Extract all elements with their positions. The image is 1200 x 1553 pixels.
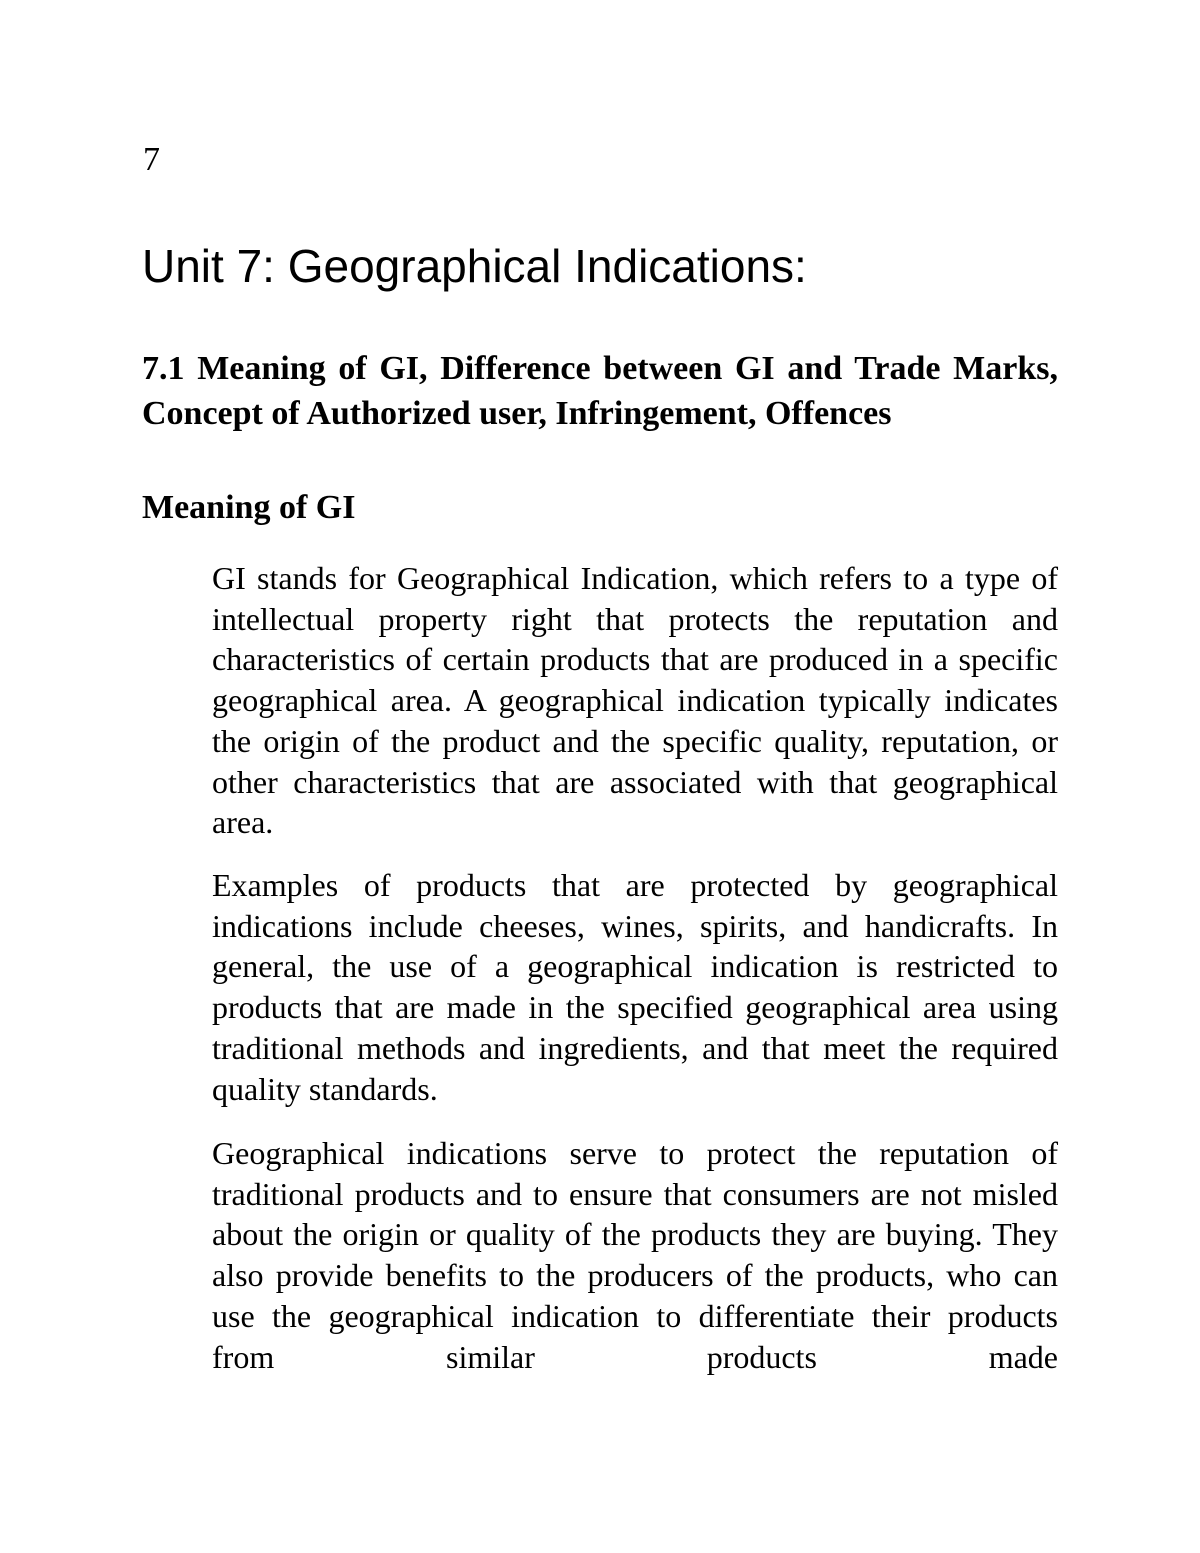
unit-title: Unit 7: Geographical Indications:: [142, 240, 807, 292]
paragraph-gi-purpose: Geographical indications serve to protect the reputation of traditional products and to ensure that consumers are not misled about the origin or quality of the products they are buying. They also provide benefits to the producers of the products, who can use the geographical indication to differentiate their products from similar products made: [212, 1135, 1058, 1375]
paragraph-gi-definition: GI stands for Geographical Indication, which refers to a type of intellectual property right that protects the reputation and characteristics of certain products that are produced in a specific geographical area. A geographical indication typically indicates the origin of the product and the specific quality, reputation, or other characteristics that are associated with that geographical area.: [212, 560, 1058, 841]
subsection-heading: Meaning of GI: [142, 489, 356, 526]
paragraph-gi-examples: Examples of products that are protected by geographical indications include cheeses, wines, spirits, and handicrafts. In general, the use of a geographical indication is restricted to products that are made in the specified geographical area using traditional methods and ingredients, and that meet the required quality standards.: [212, 867, 1058, 1107]
page-number: 7: [143, 141, 160, 178]
section-heading: 7.1 Meaning of GI, Difference between GI and Trade Marks, Concept of Authorized user, Infringement, Offences: [142, 350, 1058, 432]
